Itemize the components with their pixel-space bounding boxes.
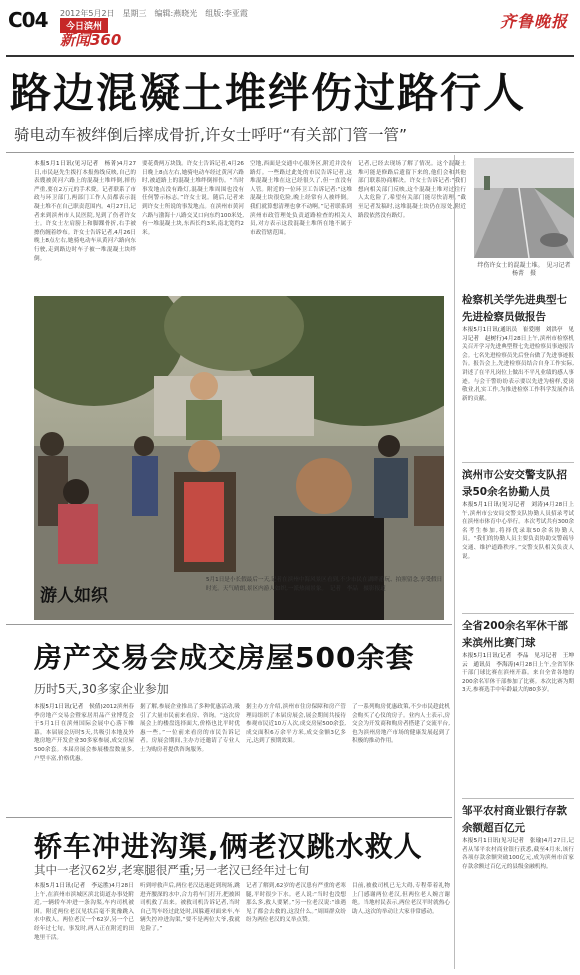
story3-column-4: 目前,被救司机已无大碍,专程带着礼物上门感谢两位老汉,但两位老人婉言谢绝。当地村民表示,两位老汉平时就热心助人,这次的举动让大家非常感动。 [352, 883, 450, 915]
page-number: C04 [8, 8, 48, 32]
sidebar-item-byline: 本报5月1日讯(见习记者 张瑜) [462, 838, 544, 844]
sidebar-item-byline: 本报5月1日讯(通讯员 崔爱刚 刘洪亭 见习记者 赵树行) [462, 327, 574, 342]
sidebar-item-text: 4月28日上午,滨州市检察机关召开学习先进典型暨七先进检察员事迹报告会。七名先进检察员先后登台做了先进事迹报告。报告会上,先进检察员结合自身工作实际,讲述了在平凡岗位上做出不平凡业绩的感人事迹。与会干警纷纷表示要以先进为榜样,爱岗敬业,扎实工作,为推进检察工作科学发展作出新的贡献。 [462, 335, 574, 402]
story3-subhead: 其中一老汉62岁,老寒腿很严重;另一老汉已经年过七旬 [34, 863, 310, 877]
story2-column-1 [34, 703, 134, 813]
sidebar-item-title: 检察机关学先进典型七先进检察员做报告 [462, 294, 567, 323]
photo-rule [6, 624, 452, 625]
story3-column-1 [34, 882, 134, 968]
lead-column-1-text: 4月27日,市民赵先生拨打本报热线反映,自己的表嫂被黄河六路上的混凝土堆绊倒,摔伤严重,要在2万元的手术费。记者联系了市政与环卫部门,两部门工作人员都表示混凝土堆不在自己职责范围内。4月27日,记者来到滨州市人民医院,见到了伤者许女士。许女士左肩膀上和脚踝骨折,右手被擦伤缠着纱布。许女士告诉记者,4月26日晚上8点左右,她骑电动车从黄河六路向东行驶,走到路边时车子被一堆混凝土块绊倒。 [34, 161, 136, 262]
sidebar-divider [462, 613, 574, 614]
story2-rule [6, 817, 452, 818]
story2-headline: 房产交易会成交房屋500余套 [34, 641, 415, 674]
sidebar-item-title: 邹平农村商业银行存款余额超百亿元 [462, 805, 567, 834]
story2-subhead: 历时5天,30多家企业参加 [34, 682, 169, 696]
newspaper-logo: 齐鲁晚报 [500, 12, 569, 31]
issue-meta: 2012年5月2日 星期三 编辑:燕晓光 组版:李亚霞 [60, 9, 248, 18]
lead-byline: 本报5月1日讯(见习记者 杨菁) [34, 161, 119, 167]
sidebar-item-text: 4月27日,记者从邹平农村商业银行获悉,截至4月末,该行各项存款余额突破100亿元,成为滨州市首家存款余额过百亿元的县级金融机构。 [462, 838, 574, 870]
sidebar-item-procuratorate [462, 292, 574, 454]
story3-byline: 本报5月1日讯(记者 李运胜) [34, 883, 112, 889]
sidebar-item-body [462, 501, 574, 607]
story3-column-1-text: 4月28日上午,在滨州市滨城区滨北街道办事处附近,一辆轿车冲进一条沟渠,车内司机被困。附近两位老汉见状后毫不犹豫跳入水中救人。两位老汉一个62岁,另一个已经年过七旬。事发时,两人正在附近的田地里干活。 [34, 883, 134, 941]
sidebar-item-text: 4月28日上午,滨州市公安局交警支队协勤人员招录考试在滨州市体育中心举行。本次考试共有300余名考生参加,将择优录取50余名协勤人员。“我们的协勤人员主要负责协助交警疏导交通、维护道路秩序。”交警支队相关负责人说。 [462, 502, 574, 560]
road-photo-caption: 绊伤许女士的混凝土堆。 见习记者 杨菁 摄 [477, 262, 577, 277]
story3-column-3: 记者了解到,62岁的老汉患有严重的老寒腿,平时很少下水。老人说:“当时也没想那么多,救人要紧。”另一位老汉说:“谁遇见了都会去救的,这没什么。”周围群众纷纷为两位老汉的义举点赞。 [246, 883, 346, 924]
lead-subhead: 骑电动车被绊倒后摔成骨折,许女士呼吁“有关部门管一管” [14, 126, 407, 144]
lead-column-3: 空地,西面是交通中心服务区,附近并没有路灯。一些路过此处的市民告诉记者,这堆混凝土堆在这已经很久了,但一直没有人管。附近的一位环卫工告诉记者:“这堆混凝土块很危险,晚上经常有人被绊倒。我们就算想清理也拿不动啊。”记者联系到滨州市政管理处负责道路检查的相关人员,对方表示这段混凝土堆所在地不属于市政管辖范围。 [250, 161, 352, 236]
sidebar-item-body [462, 326, 574, 454]
photo-caption: 5月1日是小长假最后一天,记者在滨州中海风景区看到,不少市民在湖畔游玩、拍照留念,享受假日时光。天气晴朗,景区内游人如织,一派热闹景象。 记者 李品 摄影报道 [206, 577, 443, 592]
sidebar-item-title: 全省200余名军休干部来滨州比赛门球 [462, 620, 568, 649]
sidebar-item-title: 滨州市公安交警支队招录50余名协勤人员 [462, 469, 567, 498]
sidebar-divider [462, 462, 574, 463]
story2-column-4: 了一系列购房优惠政策,不少市民趁此机会购买了心仪的房子。业内人士表示,房交会为开发商和购房者搭建了交流平台,也为滨州房地产市场的健康发展起到了积极的推动作用。 [352, 704, 450, 745]
sidebar-item-byline: 本报5月1日讯(记者 李品 见习记者 王坤云 通讯员 李海涛) [462, 653, 574, 668]
lead-rule [6, 152, 574, 153]
section-location-badge: 今日滨州 [60, 18, 108, 33]
photo-tag: 游人如织 [40, 586, 108, 606]
section-title: 新闻360 [60, 31, 122, 49]
sidebar-item-bank [462, 803, 574, 963]
sidebar-item-body [462, 837, 574, 963]
story2-column-2: 据了解,参展企业推出了多种优惠活动,吸引了大量市民前来看房、咨询。“这次房展会上的楼盘选择面大,价格也比平时优惠一些。”一位前来看房的市民告诉记者。房展会期间,主办方还邀请了专业人士为购房者提供咨询服务。 [140, 704, 240, 753]
sidebar-item-body [462, 652, 574, 762]
sidebar-divider [462, 798, 574, 799]
story3-headline: 轿车冲进沟渠,俩老汉跳水救人 [34, 830, 423, 863]
story2-byline: 本报5月1日讯(记者 侯倩) [34, 704, 103, 710]
header-rule [6, 55, 574, 57]
sidebar-item-traffic-police [462, 467, 574, 607]
story3-column-2: 听到呼救声后,两位老汉迅速赶到现场,跳进齐腰深的水中,合力将车门打开,把被困司机救了出来。被救司机告诉记者,当时自己驾车经过此处时,因躲避对面来车,车辆失控冲进沟渠,“要不是两位大爷,我就危险了。” [140, 883, 240, 932]
lead-headline: 路边混凝土堆绊伤过路行人 [10, 69, 526, 117]
sidebar-item-byline: 本报5月1日讯(见习记者 刘涛) [462, 502, 546, 508]
lead-column-1 [34, 160, 136, 290]
sidebar-item-gateball [462, 618, 574, 762]
lead-column-2: 要花费两万块钱。许女士告诉记者,4月26日晚上8点左右,她骑电动车经过黄河六路时,被道路上的混凝土堆绊倒摔伤。“当时事发地点没有路灯,混凝土堆周围也没有任何警示标志。”许女士说。随后,记者来到许女士所说的事发地点。在滨州市黄河六路与渤海十八路交叉口向东约100米处,有一堆混凝土块,东西长约3米,南北宽约2米。 [142, 161, 244, 236]
story2-column-3: 据主办方介绍,滨州市住房保障和房产管理局组织了本届房展会,展会期间共接待参观市民近10万人次,成交房屋500余套,成交面积6万余平方米,成交金额3亿多元,达到了预期效果。 [246, 704, 346, 745]
sidebar-item-text: 4月28日上午,全省军休干部门球比赛在滨州开幕。来自全省各地的200余名军休干部参加了比赛。本次比赛为期3天,参赛选手中年龄最大的80多岁。 [462, 661, 574, 694]
lead-column-4: 记者,已经去现场了解了情况。这个混凝土堆可能是修路后遗留下来的,他们会和其他部门联系协商解决。许女士告诉记者:“我们想向相关部门反映,这个混凝土堆对过往行人太危险了,希望有关部门能尽快清理。”截至记者发稿时,这堆混凝土块仍在原处,附近路段依然没有路灯。 [358, 161, 466, 219]
crowd-park-photo [34, 296, 444, 620]
story2-column-1-text: 2012滨州春季房地产交易会暨家居用品产业博览会于5月1日在滨州国际会展中心落下帷幕。本届展会历时5天,共吸引本地及外地房地产开发企业30多家参展,成交房屋500余套。本届房展会参展楼盘数量多,户型丰富,价格优惠。 [34, 704, 134, 762]
